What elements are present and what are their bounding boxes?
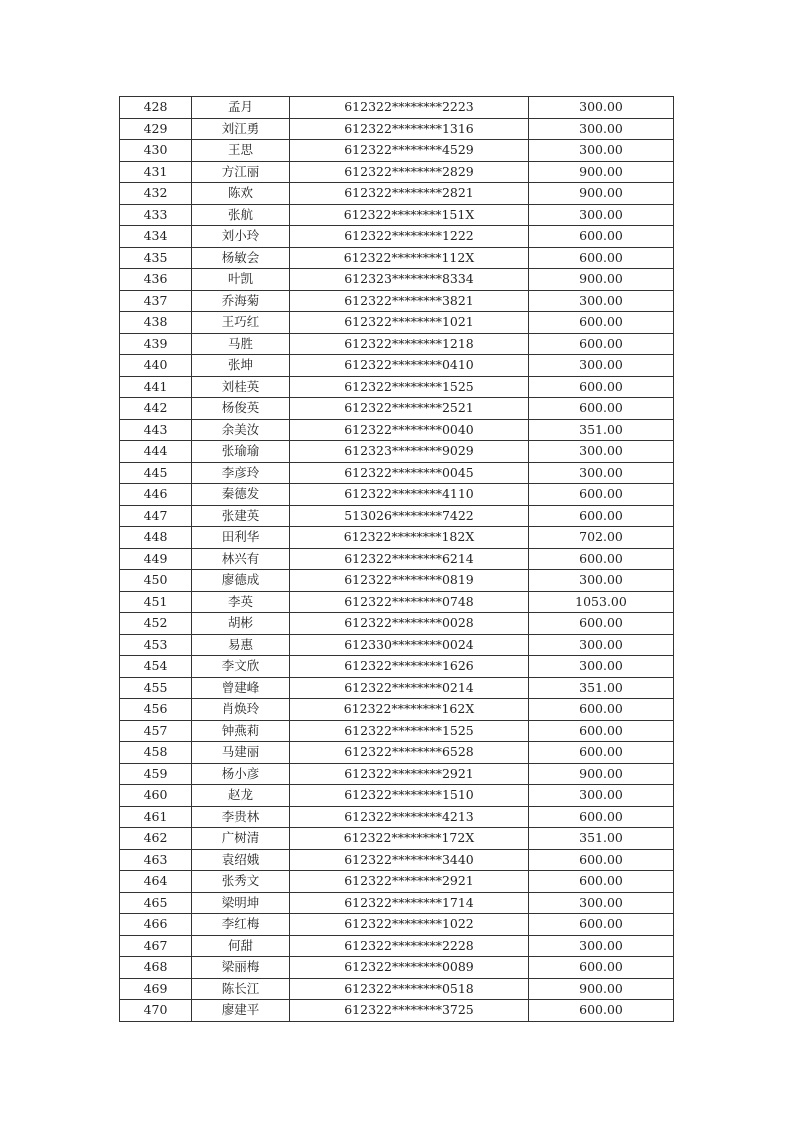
row-number-cell: 447	[120, 505, 192, 527]
id-number-cell: 612322********3821	[290, 290, 529, 312]
id-number-cell: 612322********1218	[290, 333, 529, 355]
document-page	[119, 96, 673, 1022]
id-number-cell: 612322********2228	[290, 935, 529, 957]
row-number-cell: 437	[120, 290, 192, 312]
row-number-cell: 440	[120, 355, 192, 377]
amount-cell: 900.00	[529, 161, 674, 183]
table-row	[120, 204, 674, 226]
id-number-cell: 612322********1626	[290, 656, 529, 678]
name-cell: 赵龙	[192, 785, 290, 807]
name-cell: 马胜	[192, 333, 290, 355]
amount-cell: 351.00	[529, 419, 674, 441]
name-cell: 李文欣	[192, 656, 290, 678]
table-row	[120, 97, 674, 119]
id-number-cell: 612322********0045	[290, 462, 529, 484]
name-cell: 叶凯	[192, 269, 290, 291]
row-number-cell: 470	[120, 1000, 192, 1022]
row-number-cell: 465	[120, 892, 192, 914]
amount-cell: 600.00	[529, 914, 674, 936]
name-cell: 易惠	[192, 634, 290, 656]
id-number-cell: 612323********8334	[290, 269, 529, 291]
amount-cell: 900.00	[529, 763, 674, 785]
table-row	[120, 183, 674, 205]
id-number-cell: 612322********112X	[290, 247, 529, 269]
amount-cell: 600.00	[529, 1000, 674, 1022]
amount-cell: 300.00	[529, 355, 674, 377]
table-row	[120, 828, 674, 850]
table-row	[120, 333, 674, 355]
amount-cell: 351.00	[529, 677, 674, 699]
id-number-cell: 612322********4529	[290, 140, 529, 162]
id-number-cell: 612322********2921	[290, 871, 529, 893]
amount-cell: 600.00	[529, 742, 674, 764]
table-row	[120, 247, 674, 269]
row-number-cell: 450	[120, 570, 192, 592]
name-cell: 何甜	[192, 935, 290, 957]
name-cell: 张航	[192, 204, 290, 226]
id-number-cell: 612322********0819	[290, 570, 529, 592]
id-number-cell: 612322********6528	[290, 742, 529, 764]
amount-cell: 300.00	[529, 892, 674, 914]
amount-cell: 600.00	[529, 871, 674, 893]
name-cell: 方江丽	[192, 161, 290, 183]
row-number-cell: 457	[120, 720, 192, 742]
amount-cell: 600.00	[529, 312, 674, 334]
name-cell: 杨敏会	[192, 247, 290, 269]
row-number-cell: 441	[120, 376, 192, 398]
amount-cell: 351.00	[529, 828, 674, 850]
table-row	[120, 699, 674, 721]
row-number-cell: 446	[120, 484, 192, 506]
id-number-cell: 612322********1714	[290, 892, 529, 914]
name-cell: 张建英	[192, 505, 290, 527]
row-number-cell: 467	[120, 935, 192, 957]
name-cell: 肖焕玲	[192, 699, 290, 721]
table-row	[120, 978, 674, 1000]
row-number-cell: 461	[120, 806, 192, 828]
table-body	[120, 97, 674, 1022]
row-number-cell: 439	[120, 333, 192, 355]
amount-cell: 702.00	[529, 527, 674, 549]
name-cell: 刘桂英	[192, 376, 290, 398]
table-row	[120, 226, 674, 248]
table-row	[120, 1000, 674, 1022]
row-number-cell: 434	[120, 226, 192, 248]
id-number-cell: 612322********1525	[290, 376, 529, 398]
amount-cell: 600.00	[529, 613, 674, 635]
amount-cell: 900.00	[529, 978, 674, 1000]
amount-cell: 600.00	[529, 398, 674, 420]
row-number-cell: 444	[120, 441, 192, 463]
row-number-cell: 459	[120, 763, 192, 785]
id-number-cell: 612322********3725	[290, 1000, 529, 1022]
table-row	[120, 118, 674, 140]
table-row	[120, 484, 674, 506]
amount-cell: 600.00	[529, 720, 674, 742]
id-number-cell: 612322********2821	[290, 183, 529, 205]
id-number-cell: 612322********0040	[290, 419, 529, 441]
amount-cell: 600.00	[529, 957, 674, 979]
name-cell: 林兴有	[192, 548, 290, 570]
id-number-cell: 612322********1510	[290, 785, 529, 807]
id-number-cell: 612322********2829	[290, 161, 529, 183]
row-number-cell: 448	[120, 527, 192, 549]
name-cell: 张秀文	[192, 871, 290, 893]
name-cell: 钟燕莉	[192, 720, 290, 742]
amount-cell: 300.00	[529, 656, 674, 678]
amount-cell: 600.00	[529, 247, 674, 269]
table-row	[120, 355, 674, 377]
table-row	[120, 140, 674, 162]
name-cell: 余美汝	[192, 419, 290, 441]
row-number-cell: 452	[120, 613, 192, 635]
row-number-cell: 466	[120, 914, 192, 936]
amount-cell: 300.00	[529, 785, 674, 807]
id-number-cell: 612322********0748	[290, 591, 529, 613]
id-number-cell: 612322********3440	[290, 849, 529, 871]
name-cell: 袁绍娥	[192, 849, 290, 871]
amount-cell: 300.00	[529, 204, 674, 226]
row-number-cell: 438	[120, 312, 192, 334]
amount-cell: 900.00	[529, 183, 674, 205]
table-row	[120, 290, 674, 312]
table-row	[120, 763, 674, 785]
row-number-cell: 462	[120, 828, 192, 850]
amount-cell: 300.00	[529, 290, 674, 312]
table-row	[120, 720, 674, 742]
name-cell: 杨俊英	[192, 398, 290, 420]
row-number-cell: 436	[120, 269, 192, 291]
row-number-cell: 456	[120, 699, 192, 721]
amount-cell: 1053.00	[529, 591, 674, 613]
name-cell: 秦德发	[192, 484, 290, 506]
table-row	[120, 570, 674, 592]
amount-cell: 600.00	[529, 484, 674, 506]
name-cell: 杨小彦	[192, 763, 290, 785]
name-cell: 李红梅	[192, 914, 290, 936]
row-number-cell: 445	[120, 462, 192, 484]
row-number-cell: 443	[120, 419, 192, 441]
name-cell: 孟月	[192, 97, 290, 119]
table-row	[120, 677, 674, 699]
amount-cell: 600.00	[529, 505, 674, 527]
id-number-cell: 612322********1021	[290, 312, 529, 334]
table-row	[120, 892, 674, 914]
amount-cell: 300.00	[529, 140, 674, 162]
name-cell: 刘江勇	[192, 118, 290, 140]
table-row	[120, 161, 674, 183]
name-cell: 廖建平	[192, 1000, 290, 1022]
row-number-cell: 442	[120, 398, 192, 420]
id-number-cell: 612322********0089	[290, 957, 529, 979]
table-row	[120, 419, 674, 441]
id-number-cell: 612322********151X	[290, 204, 529, 226]
table-row	[120, 957, 674, 979]
amount-cell: 300.00	[529, 462, 674, 484]
amount-cell: 300.00	[529, 935, 674, 957]
table-row	[120, 527, 674, 549]
id-number-cell: 612330********0024	[290, 634, 529, 656]
table-row	[120, 935, 674, 957]
table-row	[120, 785, 674, 807]
table-row	[120, 505, 674, 527]
id-number-cell: 612322********0214	[290, 677, 529, 699]
row-number-cell: 451	[120, 591, 192, 613]
table-row	[120, 914, 674, 936]
name-cell: 张瑜瑜	[192, 441, 290, 463]
name-cell: 王思	[192, 140, 290, 162]
name-cell: 刘小玲	[192, 226, 290, 248]
row-number-cell: 468	[120, 957, 192, 979]
id-number-cell: 612322********2521	[290, 398, 529, 420]
id-number-cell: 612322********0028	[290, 613, 529, 635]
amount-cell: 300.00	[529, 570, 674, 592]
table-row	[120, 849, 674, 871]
amount-cell: 600.00	[529, 333, 674, 355]
row-number-cell: 429	[120, 118, 192, 140]
row-number-cell: 463	[120, 849, 192, 871]
row-number-cell: 449	[120, 548, 192, 570]
id-number-cell: 513026********7422	[290, 505, 529, 527]
table-row	[120, 591, 674, 613]
id-number-cell: 612322********4110	[290, 484, 529, 506]
table-row	[120, 398, 674, 420]
amount-cell: 600.00	[529, 376, 674, 398]
name-cell: 乔海菊	[192, 290, 290, 312]
table-row	[120, 376, 674, 398]
row-number-cell: 458	[120, 742, 192, 764]
table-row	[120, 269, 674, 291]
id-number-cell: 612322********4213	[290, 806, 529, 828]
name-cell: 张坤	[192, 355, 290, 377]
row-number-cell: 453	[120, 634, 192, 656]
name-cell: 李彦玲	[192, 462, 290, 484]
name-cell: 胡彬	[192, 613, 290, 635]
table-row	[120, 656, 674, 678]
name-cell: 陈长江	[192, 978, 290, 1000]
name-cell: 廖德成	[192, 570, 290, 592]
table-row	[120, 613, 674, 635]
id-number-cell: 612322********6214	[290, 548, 529, 570]
name-cell: 梁丽梅	[192, 957, 290, 979]
row-number-cell: 433	[120, 204, 192, 226]
name-cell: 曾建峰	[192, 677, 290, 699]
id-number-cell: 612322********0518	[290, 978, 529, 1000]
name-cell: 广树清	[192, 828, 290, 850]
row-number-cell: 460	[120, 785, 192, 807]
id-number-cell: 612323********9029	[290, 441, 529, 463]
amount-cell: 300.00	[529, 118, 674, 140]
amount-cell: 900.00	[529, 269, 674, 291]
name-cell: 田利华	[192, 527, 290, 549]
id-number-cell: 612322********1222	[290, 226, 529, 248]
amount-cell: 600.00	[529, 806, 674, 828]
row-number-cell: 469	[120, 978, 192, 1000]
row-number-cell: 431	[120, 161, 192, 183]
row-number-cell: 430	[120, 140, 192, 162]
table-row	[120, 312, 674, 334]
row-number-cell: 432	[120, 183, 192, 205]
row-number-cell: 455	[120, 677, 192, 699]
row-number-cell: 435	[120, 247, 192, 269]
id-number-cell: 612322********1316	[290, 118, 529, 140]
table-row	[120, 441, 674, 463]
name-cell: 李贵林	[192, 806, 290, 828]
id-number-cell: 612322********0410	[290, 355, 529, 377]
id-number-cell: 612322********182X	[290, 527, 529, 549]
row-number-cell: 428	[120, 97, 192, 119]
table-row	[120, 634, 674, 656]
name-cell: 梁明坤	[192, 892, 290, 914]
id-number-cell: 612322********1525	[290, 720, 529, 742]
amount-cell: 300.00	[529, 441, 674, 463]
amount-cell: 600.00	[529, 226, 674, 248]
table-row	[120, 742, 674, 764]
name-cell: 马建丽	[192, 742, 290, 764]
id-number-cell: 612322********2921	[290, 763, 529, 785]
amount-cell: 600.00	[529, 548, 674, 570]
id-number-cell: 612322********162X	[290, 699, 529, 721]
name-cell: 陈欢	[192, 183, 290, 205]
amount-cell: 600.00	[529, 699, 674, 721]
row-number-cell: 464	[120, 871, 192, 893]
name-cell: 王巧红	[192, 312, 290, 334]
table-row	[120, 548, 674, 570]
name-cell: 李英	[192, 591, 290, 613]
id-number-cell: 612322********172X	[290, 828, 529, 850]
table-row	[120, 871, 674, 893]
amount-cell: 600.00	[529, 849, 674, 871]
subsidy-table	[119, 96, 674, 1022]
id-number-cell: 612322********1022	[290, 914, 529, 936]
id-number-cell: 612322********2223	[290, 97, 529, 119]
table-row	[120, 806, 674, 828]
table-row	[120, 462, 674, 484]
amount-cell: 300.00	[529, 97, 674, 119]
amount-cell: 300.00	[529, 634, 674, 656]
row-number-cell: 454	[120, 656, 192, 678]
